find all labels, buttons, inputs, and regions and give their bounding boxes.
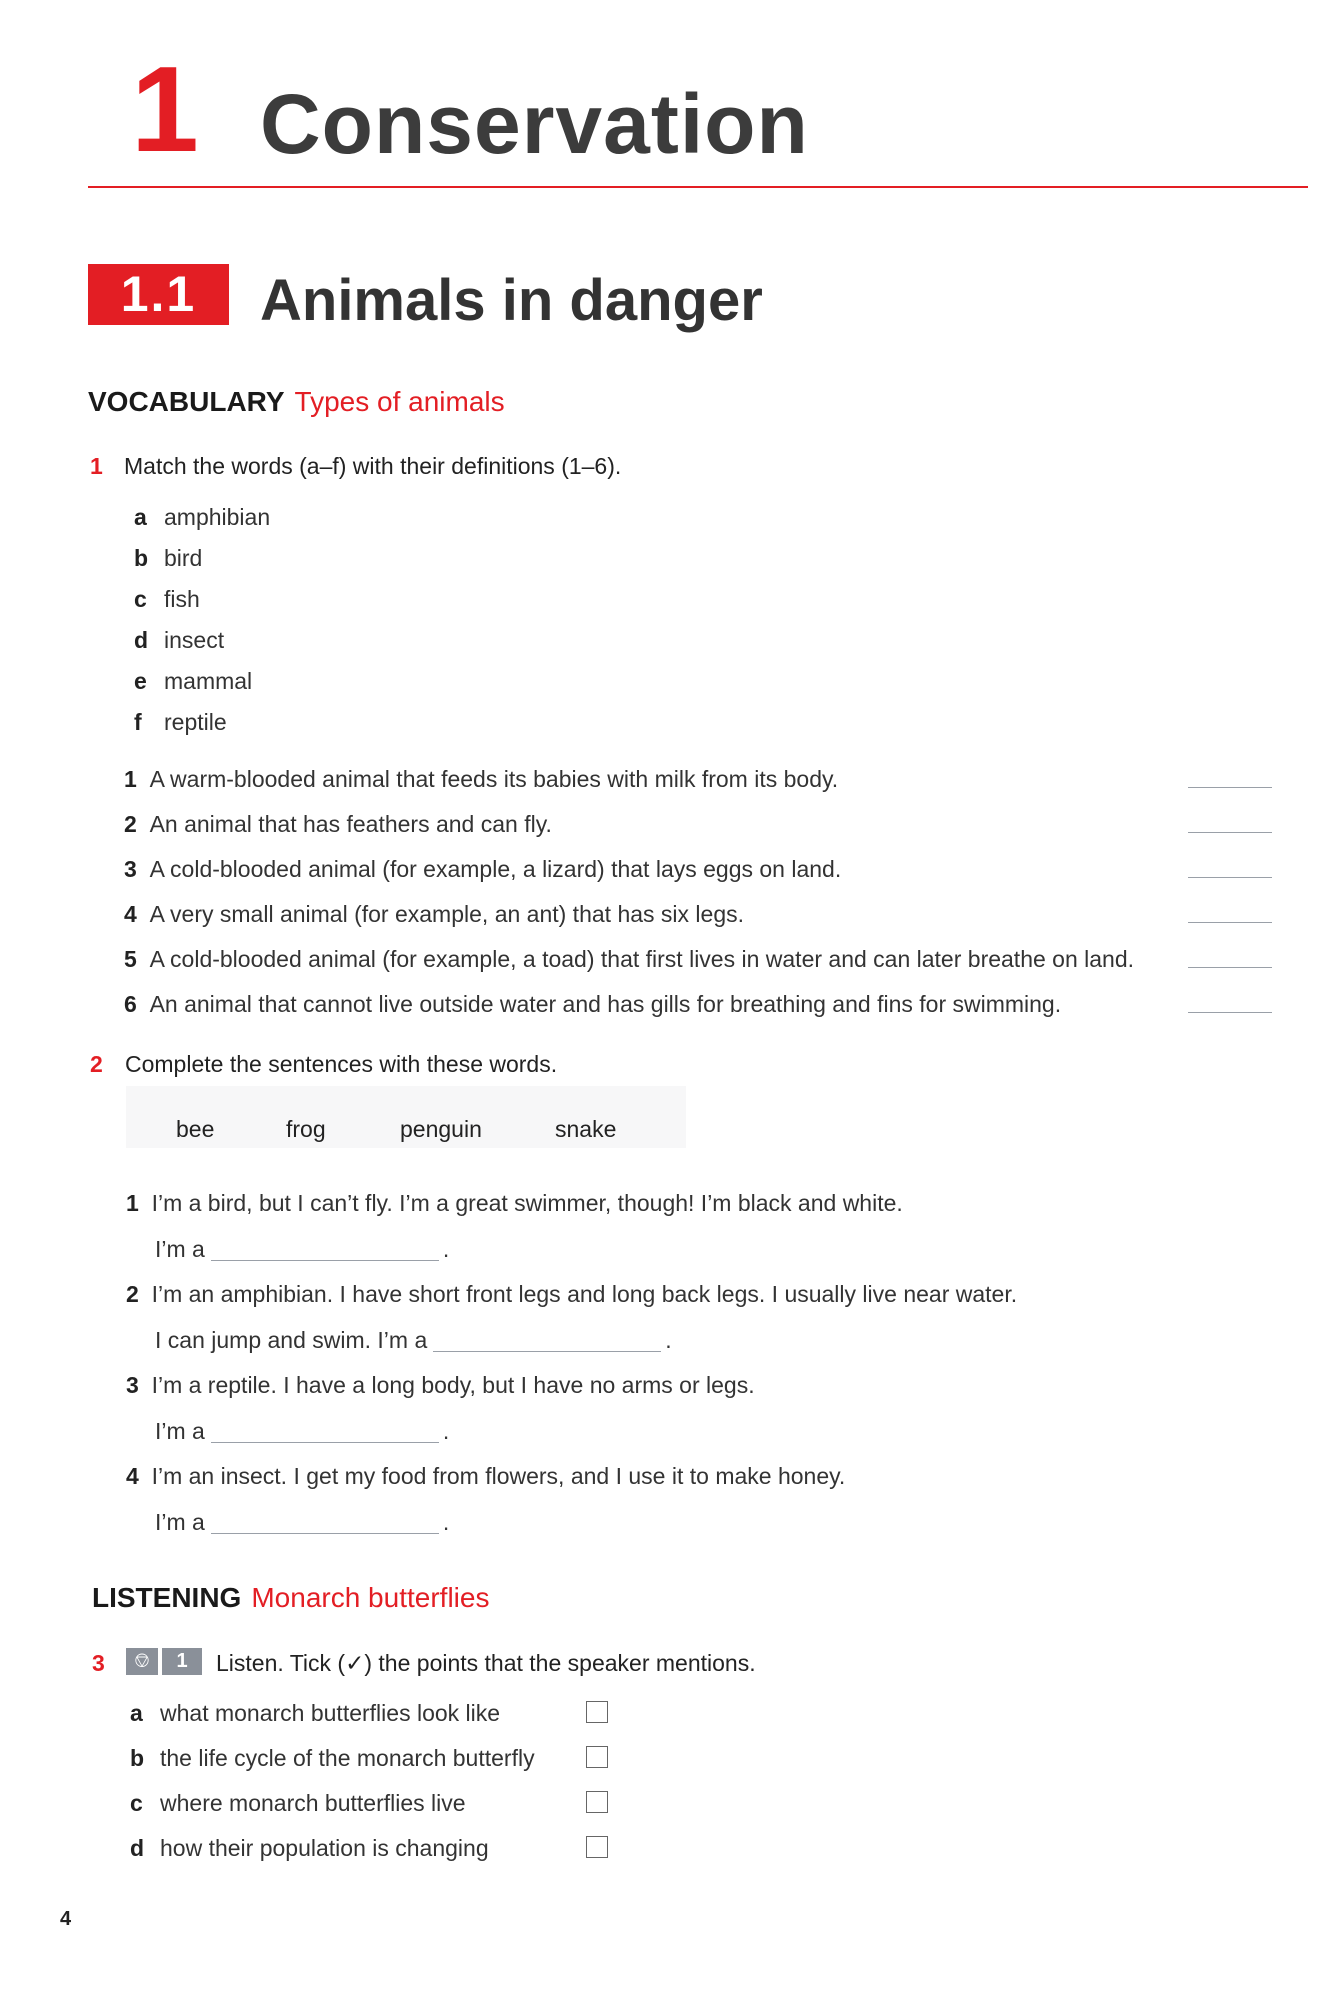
answer-blank[interactable]: [1188, 967, 1272, 968]
vocabulary-topic: Types of animals: [294, 386, 505, 417]
audio-track-number: 1: [162, 1648, 202, 1675]
definition-text: An animal that has feathers and can fly.: [149, 811, 552, 837]
sentence-completion: [155, 1329, 672, 1352]
point-letter: b: [130, 1745, 145, 1771]
tick-checkbox[interactable]: [586, 1746, 608, 1768]
definition-number: 5: [124, 946, 137, 972]
sentence-completion: [155, 1420, 449, 1443]
word-letter: d: [134, 627, 149, 653]
unit-divider: [88, 186, 1308, 188]
word-letter: b: [134, 545, 149, 571]
word-text: fish: [164, 586, 200, 612]
word-text: amphibian: [164, 504, 271, 530]
definition-number: 1: [124, 766, 137, 792]
word-letter: a: [134, 504, 147, 530]
listening-keyword: LISTENING: [92, 1582, 242, 1613]
answer-blank[interactable]: [211, 1260, 439, 1261]
definition-text: A cold-blooded animal (for example, a toad) that first lives in water and can later breathe on land.: [149, 946, 1135, 972]
headphones-icon: ⎊: [126, 1648, 158, 1675]
point-item: [130, 1702, 500, 1725]
sentence-text: I’m a bird, but I can’t fly. I’m a great swimmer, though! I’m black and white.: [151, 1190, 903, 1216]
word-text: mammal: [164, 668, 253, 694]
lesson-number-badge: 1.1: [88, 264, 229, 325]
listening-topic: Monarch butterflies: [251, 1582, 490, 1613]
answer-blank[interactable]: [1188, 877, 1272, 878]
sentence-number: 1: [126, 1190, 139, 1216]
sentence-end: .: [442, 1418, 450, 1444]
sentence-text: I’m an insect. I get my food from flowers, and I use it to make honey.: [151, 1463, 846, 1489]
sentence-number: 3: [126, 1372, 139, 1398]
word-item: [134, 547, 202, 570]
sentence-item: [126, 1465, 845, 1488]
vocabulary-heading: [88, 388, 505, 416]
lesson-title: Animals in danger: [260, 268, 763, 333]
unit-title: Conservation: [260, 77, 809, 171]
sentence-item: [126, 1374, 755, 1397]
definition-item: [124, 858, 841, 881]
answer-blank[interactable]: [1188, 787, 1272, 788]
word-text: reptile: [164, 709, 227, 735]
definition-number: 3: [124, 856, 137, 882]
definition-item: [124, 903, 744, 926]
exercise-3-number: 3: [92, 1650, 105, 1676]
point-item: [130, 1837, 489, 1860]
answer-blank[interactable]: [211, 1442, 439, 1443]
answer-blank[interactable]: [1188, 832, 1272, 833]
point-item: [130, 1792, 466, 1815]
answer-blank[interactable]: [1188, 922, 1272, 923]
word-text: bird: [164, 545, 203, 571]
point-item: [130, 1747, 535, 1770]
sentence-prompt: I can jump and swim. I’m a: [155, 1327, 428, 1353]
definition-item: [124, 993, 1061, 1016]
word-letter: e: [134, 668, 147, 694]
word-text: insect: [164, 627, 225, 653]
definition-text: A warm-blooded animal that feeds its babies with milk from its body.: [149, 766, 839, 792]
tick-checkbox[interactable]: [586, 1791, 608, 1813]
sentence-completion: [155, 1511, 449, 1534]
listening-heading: [92, 1584, 489, 1612]
point-text: where monarch butterflies live: [160, 1790, 466, 1816]
word-box-item: snake: [555, 1116, 617, 1142]
word-item: [134, 506, 270, 529]
vocabulary-keyword: VOCABULARY: [88, 386, 285, 417]
word-item: [134, 588, 200, 611]
word-box-item: frog: [286, 1116, 326, 1142]
answer-blank[interactable]: [1188, 1012, 1272, 1013]
word-item: [134, 629, 224, 652]
exercise-2-number: 2: [90, 1051, 103, 1077]
point-text: how their population is changing: [160, 1835, 489, 1861]
sentence-number: 4: [126, 1463, 139, 1489]
sentence-prompt: I’m a: [155, 1418, 205, 1444]
unit-number: 1: [131, 41, 199, 177]
point-text: what monarch butterflies look like: [160, 1700, 501, 1726]
sentence-text: I’m an amphibian. I have short front legs and long back legs. I usually live near water.: [151, 1281, 1018, 1307]
audio-track-badge[interactable]: [126, 1648, 202, 1675]
point-letter: c: [130, 1790, 143, 1816]
point-text: the life cycle of the monarch butterfly: [160, 1745, 535, 1771]
sentence-prompt: I’m a: [155, 1509, 205, 1535]
sentence-item: [126, 1283, 1017, 1306]
definition-text: A cold-blooded animal (for example, a lizard) that lays eggs on land.: [149, 856, 842, 882]
sentence-prompt: I’m a: [155, 1236, 205, 1262]
page-number: 4: [60, 1908, 72, 1930]
definition-item: [124, 813, 552, 836]
definition-number: 2: [124, 811, 137, 837]
definition-item: [124, 768, 838, 791]
definition-number: 6: [124, 991, 137, 1017]
definition-number: 4: [124, 901, 137, 927]
definition-text: An animal that cannot live outside water and has gills for breathing and fins for swimming.: [149, 991, 1062, 1017]
point-letter: a: [130, 1700, 143, 1726]
exercise-1-instruction: Match the words (a–f) with their definitions (1–6).: [124, 453, 622, 479]
exercise-2-instruction: Complete the sentences with these words.: [125, 1051, 558, 1077]
word-item: [134, 711, 227, 734]
tick-checkbox[interactable]: [586, 1701, 608, 1723]
sentence-end: .: [665, 1327, 672, 1353]
word-box-item: penguin: [400, 1116, 482, 1142]
answer-blank[interactable]: [433, 1351, 661, 1352]
sentence-completion: [155, 1238, 449, 1261]
exercise-1-number: 1: [90, 453, 103, 479]
word-box-item: bee: [176, 1116, 215, 1142]
exercise-3-instruction: Listen. Tick (✓) the points that the speaker mentions.: [216, 1650, 756, 1676]
answer-blank[interactable]: [211, 1533, 439, 1534]
sentence-end: .: [442, 1236, 450, 1262]
sentence-end: .: [442, 1509, 450, 1535]
sentence-item: [126, 1192, 903, 1215]
word-item: [134, 670, 252, 693]
definition-item: [124, 948, 1134, 971]
point-letter: d: [130, 1835, 145, 1861]
sentence-text: I’m a reptile. I have a long body, but I have no arms or legs.: [151, 1372, 755, 1398]
definition-text: A very small animal (for example, an ant) that has six legs.: [149, 901, 744, 927]
word-letter: f: [134, 709, 142, 735]
word-letter: c: [134, 586, 147, 612]
sentence-number: 2: [126, 1281, 139, 1307]
tick-checkbox[interactable]: [586, 1836, 608, 1858]
